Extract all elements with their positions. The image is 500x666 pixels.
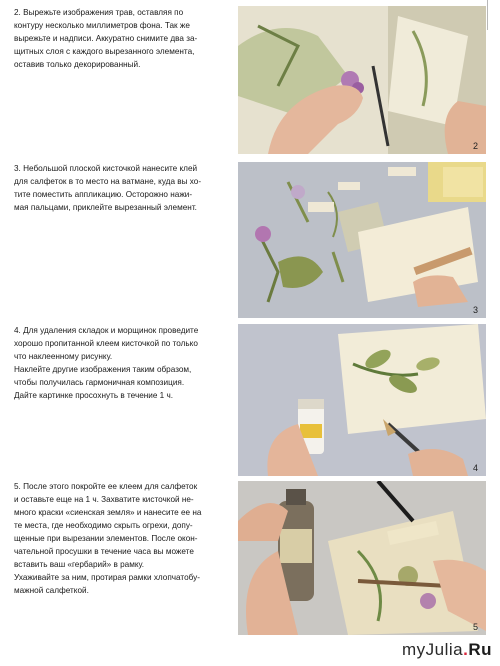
step-2-paragraph: 2. Вырежьте изображения трав, оставляя по контуру несколько миллиметров фона. Так же вырежьте и надписи. Аккуратно снимите два за- щитных слоя с каждого вырезанного элемента, оставив только декорированный. (14, 8, 198, 69)
watermark-prefix: myJulia (401, 640, 464, 659)
step-2-photo-number: 2 (472, 141, 478, 151)
step-3-illustration (238, 162, 486, 318)
step-5-photo-number: 5 (472, 622, 478, 632)
step-4-text (14, 324, 236, 402)
step-3-photo (238, 162, 486, 318)
site-watermark (402, 640, 492, 660)
step-5-photo (238, 481, 486, 635)
step-5-paragraph: 5. После этого покройте ее клеем для салфеток и оставьте еще на 1 ч. Захватите кисточкой не- много краски «сиенская земля» и нанесите ее на те места, где необходимо скрыть огрехи, допу- щенные при вырезании элементов. После окон- чательной просушки в течение часа вы можете вставить ваш «гербарий» в рамку. Ухаживайте за ним, протирая рамки хлопчатобу- мажной салфеткой. (14, 482, 202, 595)
step-2-illustration (238, 6, 486, 154)
watermark-suffix: Ru (468, 640, 492, 659)
watermark-dot: . (463, 640, 469, 659)
step-3-paragraph: 3. Небольшой плоской кисточкой нанесите клей для салфеток в то место на ватмане, куда вы хо- тите поместить аппликацию. Осторожно нажи- мая пальцами, приклейте вырезанный элемент. (14, 164, 202, 212)
step-4-illustration (238, 324, 486, 476)
page-corner-mark (487, 0, 500, 30)
step-2-photo (238, 6, 486, 154)
step-3-photo-number: 3 (472, 305, 478, 315)
step-2-text (14, 6, 236, 71)
step-4-paragraph: 4. Для удаления складок и морщинок проведите хорошо пропитанной клеем кисточкой по только что наклеенному рисунку. Наклейте другие изображения таким образом, чтобы получилась гармоничная композиция. Дайте картинке просохнуть в течение 1 ч. (14, 326, 199, 400)
step-4-photo (238, 324, 486, 476)
step-3-text (14, 162, 236, 214)
step-5-text (14, 480, 236, 597)
step-4-photo-number: 4 (472, 463, 478, 473)
step-5-illustration (238, 481, 486, 635)
